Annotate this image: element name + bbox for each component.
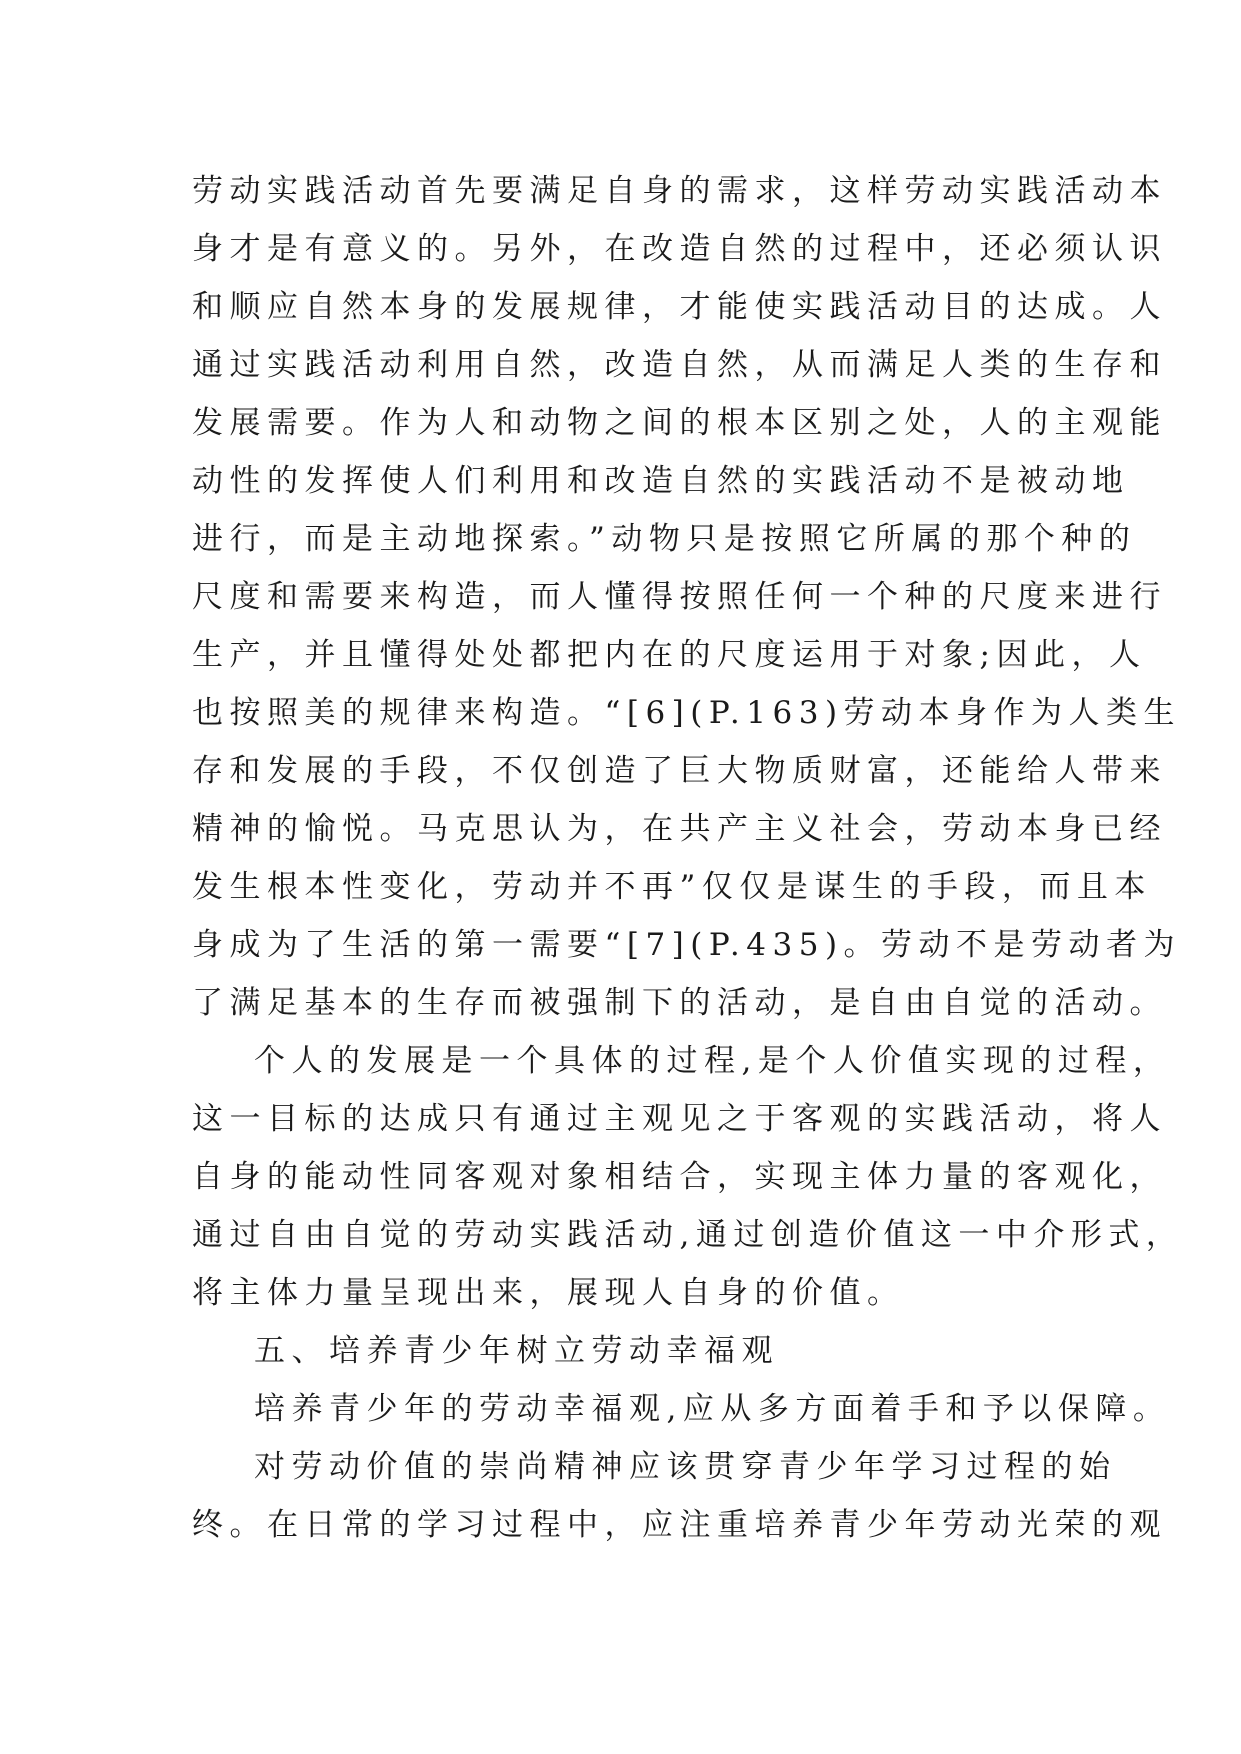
text-line: 也按照美的规律来构造。“[6](P.163)劳动本身作为人类生 (192, 695, 1182, 731)
text-line: 通过实践活动利用自然，改造自然，从而满足人类的生存和 (192, 347, 1167, 383)
text-line: 这一目标的达成只有通过主观见之于客观的实践活动，将人 (192, 1101, 1167, 1137)
text-line: 对劳动价值的崇尚精神应该贯穿青少年学习过程的始 (254, 1449, 1117, 1485)
text-line: 自身的能动性同客观对象相结合，实现主体力量的客观化， (192, 1159, 1167, 1195)
section-heading: 五、培养青少年树立劳动幸福观 (254, 1333, 779, 1369)
text-line: 了满足基本的生存而被强制下的活动，是自由自觉的活动。 (192, 985, 1167, 1021)
text-line: 劳动实践活动首先要满足自身的需求，这样劳动实践活动本 (192, 173, 1167, 209)
text-line: 身成为了生活的第一需要“[7](P.435)。劳动不是劳动者为 (192, 927, 1182, 963)
text-line: 精神的愉悦。马克思认为，在共产主义社会，劳动本身已经 (192, 811, 1167, 847)
text-line: 通过自由自觉的劳动实践活动,通过创造价值这一中介形式， (192, 1217, 1184, 1253)
text-line: 培养青少年的劳动幸福观,应从多方面着手和予以保障。 (254, 1391, 1171, 1427)
text-line: 动性的发挥使人们利用和改造自然的实践活动不是被动地 (192, 463, 1130, 499)
text-line: 进行，而是主动地探索。”动物只是按照它所属的那个种的 (192, 521, 1137, 557)
text-line: 尺度和需要来构造，而人懂得按照任何一个种的尺度来进行 (192, 579, 1167, 615)
text-line: 个人的发展是一个具体的过程,是个人价值实现的过程， (254, 1043, 1171, 1079)
text-line: 发生根本性变化，劳动并不再”仅仅是谋生的手段，而且本 (192, 869, 1152, 905)
text-line: 将主体力量呈现出来，展现人自身的价值。 (192, 1275, 905, 1311)
text-line: 发展需要。作为人和动物之间的根本区别之处，人的主观能 (192, 405, 1167, 441)
text-line: 存和发展的手段，不仅创造了巨大物质财富，还能给人带来 (192, 753, 1167, 789)
text-line: 和顺应自然本身的发展规律，才能使实践活动目的达成。人 (192, 289, 1167, 325)
text-line: 生产，并且懂得处处都把内在的尺度运用于对象;因此，人 (192, 637, 1147, 673)
text-line: 身才是有意义的。另外，在改造自然的过程中，还必须认识 (192, 231, 1167, 267)
text-line: 终。在日常的学习过程中，应注重培养青少年劳动光荣的观 (192, 1507, 1167, 1543)
body-text (192, 162, 1184, 1554)
